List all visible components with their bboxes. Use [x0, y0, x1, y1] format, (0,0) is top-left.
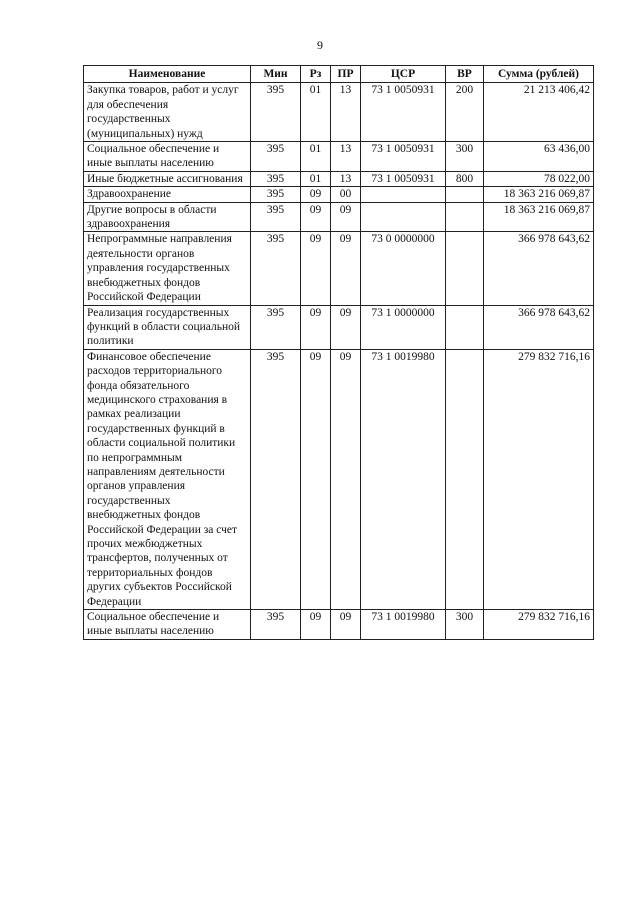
- table-row: [84, 202, 594, 232]
- cell-vr: 300: [446, 142, 484, 172]
- table-row: [84, 83, 594, 142]
- cell-name: Социальное обеспечение и иные выплаты населению: [84, 610, 251, 640]
- cell-pr: 13: [331, 83, 361, 142]
- cell-csr: 73 1 0050931: [361, 83, 446, 142]
- cell-vr: 800: [446, 171, 484, 186]
- cell-sum: 21 213 406,42: [484, 83, 594, 142]
- cell-min: 395: [251, 305, 301, 349]
- cell-rz: 01: [301, 83, 331, 142]
- cell-name: Социальное обеспечение и иные выплаты населению: [84, 142, 251, 172]
- cell-rz: 09: [301, 349, 331, 609]
- cell-rz: 09: [301, 187, 331, 202]
- cell-name: Реализация государственных функций в области социальной политики: [84, 305, 251, 349]
- cell-vr: [446, 202, 484, 232]
- cell-vr: [446, 187, 484, 202]
- cell-pr: 09: [331, 202, 361, 232]
- header-csr: ЦСР: [361, 66, 446, 83]
- cell-min: 395: [251, 187, 301, 202]
- header-min: Мин: [251, 66, 301, 83]
- cell-rz: 01: [301, 171, 331, 186]
- header-sum: Сумма (рублей): [484, 66, 594, 83]
- cell-sum: 279 832 716,16: [484, 610, 594, 640]
- cell-sum: 18 363 216 069,87: [484, 202, 594, 232]
- cell-rz: 09: [301, 232, 331, 305]
- cell-pr: 09: [331, 349, 361, 609]
- cell-sum: 366 978 643,62: [484, 232, 594, 305]
- budget-table: [83, 65, 594, 640]
- table-row: [84, 610, 594, 640]
- cell-vr: 300: [446, 610, 484, 640]
- cell-pr: 09: [331, 232, 361, 305]
- cell-sum: 78 022,00: [484, 171, 594, 186]
- cell-rz: 09: [301, 305, 331, 349]
- table-row: [84, 142, 594, 172]
- cell-min: 395: [251, 202, 301, 232]
- cell-pr: 13: [331, 142, 361, 172]
- cell-name: Финансовое обеспечение расходов территориального фонда обязательного медицинского страхования в рамках реализации государственных функций в области социальной политики по непрограммным направлениям деятельности органов управления государственных внебюджетных фондов Российской Федерации за счет прочих межбюджетных трансфертов, полученных от территориальных фондов других субъектов Российской Федерации: [84, 349, 251, 609]
- table-row: [84, 305, 594, 349]
- table-row: [84, 349, 594, 609]
- cell-min: 395: [251, 349, 301, 609]
- table-row: [84, 171, 594, 186]
- cell-csr: 73 1 0050931: [361, 171, 446, 186]
- table-row: [84, 187, 594, 202]
- cell-vr: 200: [446, 83, 484, 142]
- cell-vr: [446, 349, 484, 609]
- header-pr: ПР: [331, 66, 361, 83]
- cell-rz: 09: [301, 610, 331, 640]
- cell-csr: 73 1 0000000: [361, 305, 446, 349]
- cell-pr: 09: [331, 305, 361, 349]
- header-name: Наименование: [84, 66, 251, 83]
- table-header-row: [84, 66, 594, 83]
- table-body: [84, 83, 594, 639]
- cell-name: Здравоохранение: [84, 187, 251, 202]
- table-row: [84, 232, 594, 305]
- cell-name: Другие вопросы в области здравоохранения: [84, 202, 251, 232]
- cell-csr: 73 1 0019980: [361, 610, 446, 640]
- cell-csr: 73 1 0050931: [361, 142, 446, 172]
- header-vr: ВР: [446, 66, 484, 83]
- header-rz: Рз: [301, 66, 331, 83]
- cell-min: 395: [251, 171, 301, 186]
- cell-vr: [446, 305, 484, 349]
- cell-sum: 18 363 216 069,87: [484, 187, 594, 202]
- cell-pr: 09: [331, 610, 361, 640]
- cell-rz: 01: [301, 142, 331, 172]
- cell-name: Иные бюджетные ассигнования: [84, 171, 251, 186]
- page-number: 9: [317, 38, 323, 52]
- cell-min: 395: [251, 83, 301, 142]
- cell-sum: 366 978 643,62: [484, 305, 594, 349]
- cell-csr: [361, 202, 446, 232]
- cell-vr: [446, 232, 484, 305]
- cell-csr: 73 0 0000000: [361, 232, 446, 305]
- cell-sum: 63 436,00: [484, 142, 594, 172]
- cell-name: Закупка товаров, работ и услуг для обеспечения государственных (муниципальных) нужд: [84, 83, 251, 142]
- cell-pr: 00: [331, 187, 361, 202]
- cell-min: 395: [251, 232, 301, 305]
- cell-csr: 73 1 0019980: [361, 349, 446, 609]
- cell-csr: [361, 187, 446, 202]
- cell-min: 395: [251, 142, 301, 172]
- cell-min: 395: [251, 610, 301, 640]
- cell-name: Непрограммные направления деятельности органов управления государственных внебюджетных фондов Российской Федерации: [84, 232, 251, 305]
- cell-sum: 279 832 716,16: [484, 349, 594, 609]
- cell-rz: 09: [301, 202, 331, 232]
- cell-pr: 13: [331, 171, 361, 186]
